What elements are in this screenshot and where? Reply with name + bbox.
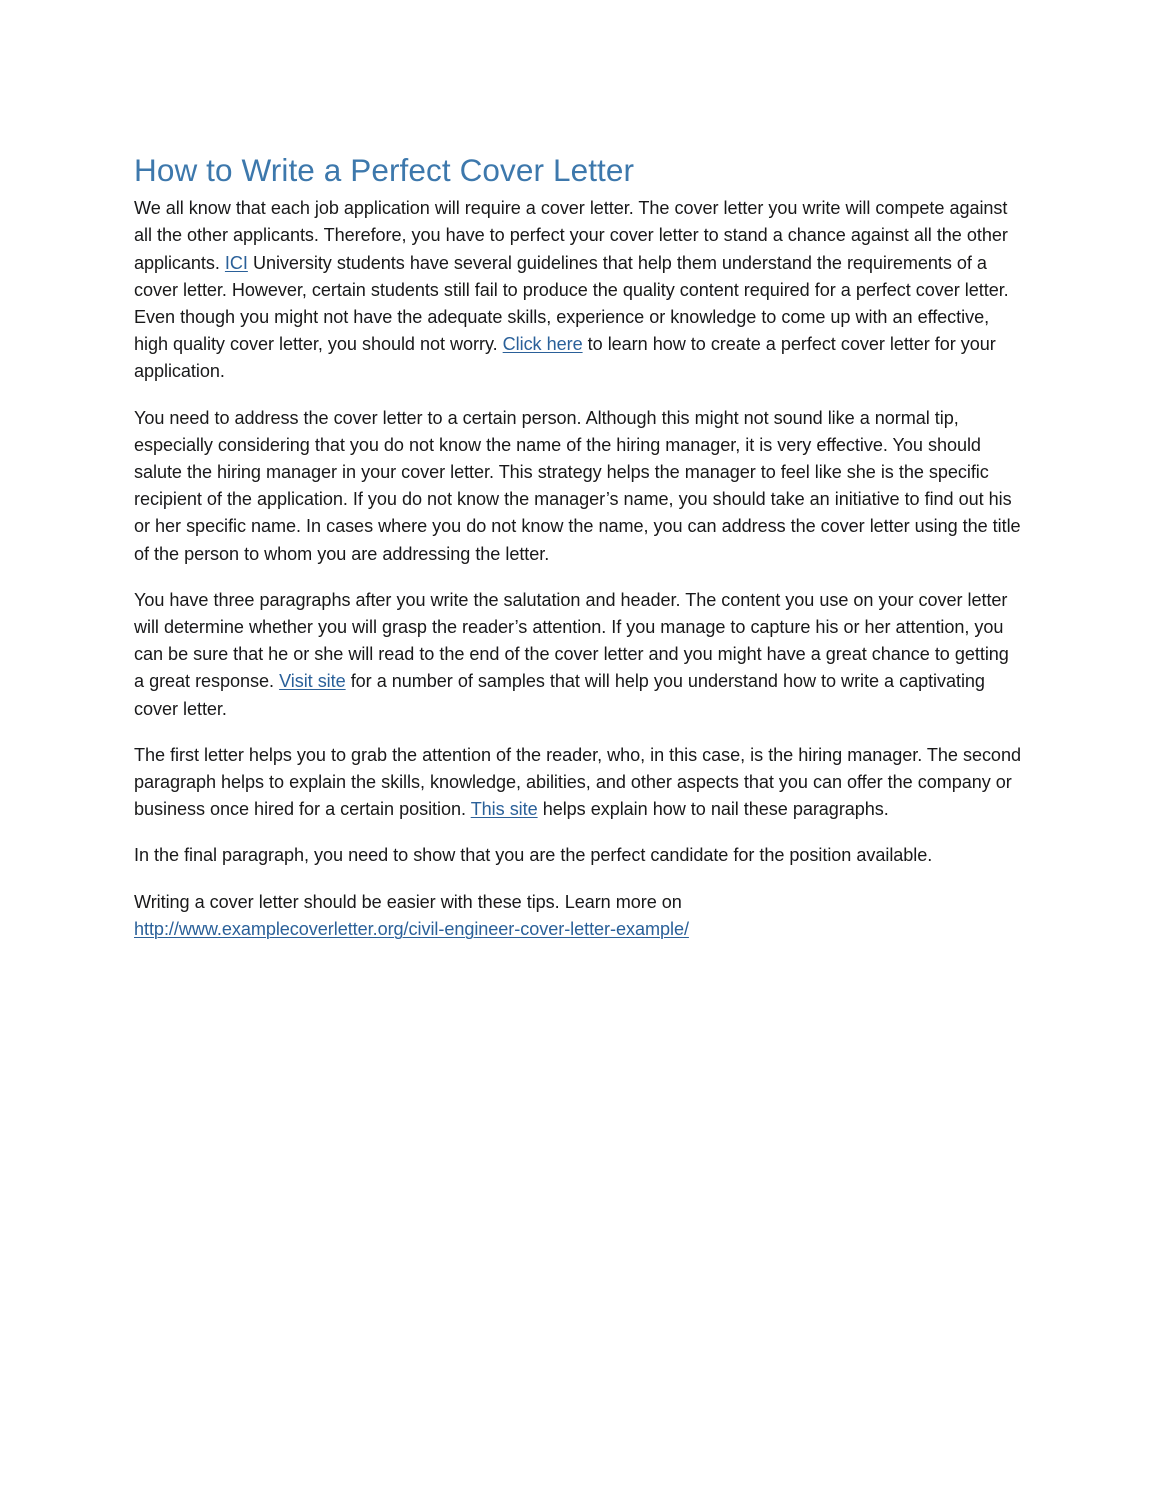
click-here-link[interactable]: Click here: [502, 334, 583, 355]
this-site-link[interactable]: This site: [470, 799, 538, 820]
page-title: How to Write a Perfect Cover Letter: [134, 152, 635, 188]
paragraph-1-text-middle: University students have several guidelines that help them understand the requirements of a cover letter. However, certain students still fail to produce the quality content required for a perfect cover letter. Even though you might not have the adequate skills, experience or knowledge to come up with an effective, high quality cover letter, you should not worry.: [134, 252, 1009, 355]
paragraph-1-text-after-click-here-link: to learn how to create a perfect cover letter for your application.: [134, 334, 996, 382]
paragraph-6: [134, 889, 1022, 943]
paragraph-3: [134, 587, 1022, 723]
paragraph-4: [134, 742, 1022, 824]
paragraph-4-text-before-this-site-link: The first letter helps you to grab the attention of the reader, who, in this case, is the hiring manager. The second paragraph helps to explain the skills, knowledge, abilities, and other aspects that you can offer the company or business once hired for a certain position.: [134, 744, 1021, 820]
paragraph-2: [134, 405, 1022, 568]
paragraph-1: [134, 195, 1022, 385]
ici-link[interactable]: ICI: [224, 252, 248, 273]
paragraph-6-text: Writing a cover letter should be easier with these tips. Learn more on: [134, 891, 682, 912]
paragraph-4-text-after-this-site-link: helps explain how to nail these paragraphs.: [537, 799, 889, 820]
paragraph-1-text-before-ici-link: We all know that each job application will require a cover letter. The cover letter you write will compete against all the other applicants. Therefore, you have to perfect your cover letter to stand a chance against all the other applicants.: [134, 198, 1008, 273]
paragraph-5-text: In the final paragraph, you need to show that you are the perfect candidate for the position available.: [134, 845, 933, 866]
visit-site-link[interactable]: Visit site: [279, 671, 346, 692]
example-cover-letter-url-link[interactable]: http://www.examplecoverletter.org/civil-engineer-cover-letter-example/: [134, 918, 689, 939]
paragraph-5: [134, 842, 1022, 869]
paragraph-3-text-after-visit-site-link: for a number of samples that will help you understand how to write a captivating cover letter.: [134, 671, 985, 719]
paragraph-2-text: You need to address the cover letter to a certain person. Although this might not sound like a normal tip, especially considering that you do not know the name of the hiring manager, it is very effective. You should salute the hiring manager in your cover letter. This strategy helps the manager to feel like she is the specific recipient of the application. If you do not know the manager’s name, you should take an initiative to find out his or her specific name. In cases where you do not know the name, you can address the cover letter using the title of the person to whom you are addressing the letter.: [134, 407, 1021, 564]
document-body: [134, 152, 1022, 943]
paragraph-3-text-before-visit-site-link: You have three paragraphs after you write the salutation and header. The content you use on your cover letter will determine whether you will grasp the reader’s attention. If you manage to capture his or her attention, you can be sure that he or she will read to the end of the cover letter and you might have a great chance to getting a great response.: [134, 589, 1009, 692]
